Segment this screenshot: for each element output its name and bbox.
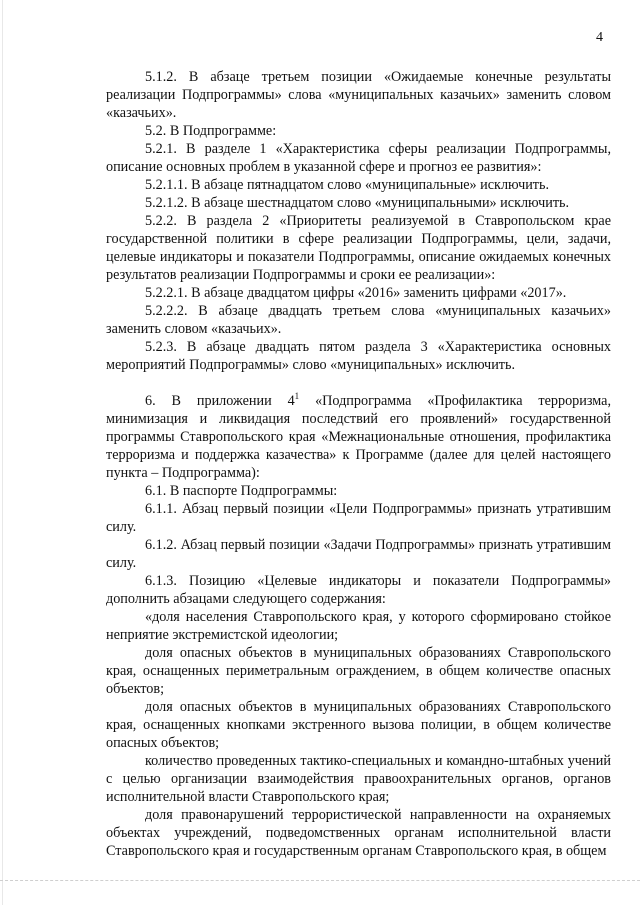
- indicator-paragraph-3: доля опасных объектов в муниципальных образованиях Ставропольского края, оснащенных кнопками экстренного вызова полиции, в общем количестве опасных объектов;: [106, 699, 611, 751]
- paragraph-6-lead: 6. В приложении 4: [145, 393, 295, 409]
- paragraph-5-2-1-2: 5.2.1.2. В абзаце шестнадцатом слово «муниципальными» исключить.: [145, 195, 570, 211]
- paragraph-5-2-3: 5.2.3. В абзаце двадцать пятом раздела 3 «Характеристика основных мероприятий Подпрограммы» слово «муниципальных» исключить.: [106, 339, 611, 373]
- paragraph-5-1-2: 5.1.2. В абзаце третьем позиции «Ожидаемые конечные результаты реализации Подпрограммы» слова «муниципальных казачьих» заменить словом «казачьих».: [106, 69, 611, 121]
- paragraph-6-1-3: 6.1.3. Позицию «Целевые индикаторы и показатели Подпрограммы» дополнить абзацами следующего содержания:: [106, 573, 611, 607]
- paragraph-5-2-2-1: 5.2.2.1. В абзаце двадцатом цифры «2016» заменить цифрами «2017».: [145, 285, 567, 301]
- page-edge-line: [2, 0, 3, 905]
- bottom-divider: [0, 880, 640, 881]
- indicator-paragraph-4: количество проведенных тактико-специальных и командно-штабных учений с целью организации взаимодействия правоохранительных органов, органов исполнительной власти Ставропольского края;: [106, 753, 611, 805]
- paragraph-6-text: «Подпрограмма «Профилактика терроризма, минимизация и ликвидация последствий его проявлений» государственной программы Ставропольского края «Межнациональные отношения, профилактика терроризма и поддержка казачества» к Программе (далее для целей настоящего пункта – Подпрограмма):: [106, 393, 611, 481]
- indicator-paragraph-2: доля опасных объектов в муниципальных образованиях Ставропольского края, оснащенных периметральным ограждением, в общем количестве опасных объектов;: [106, 645, 611, 697]
- indicator-paragraph-5: доля правонарушений террористической направленности на охраняемых объектах учреждений, подведомственных органам исполнительной власти Ставропольского края и государственным органам Ставропольского края, в общем: [106, 807, 611, 859]
- page-number: 4: [596, 30, 603, 45]
- indicator-paragraph-1: «доля населения Ставропольского края, у которого сформировано стойкое неприятие экстремистской идеологии;: [106, 609, 611, 643]
- paragraph-5-2-1: 5.2.1. В разделе 1 «Характеристика сферы реализации Подпрограммы, описание основных проблем в указанной сфере и прогноз ее развития»:: [106, 141, 611, 175]
- paragraph-5-2-2: 5.2.2. В раздела 2 «Приоритеты реализуемой в Ставропольском крае государственной политики в сфере реализации Подпрограммы, цели, задачи, целевые индикаторы и показатели Подпрограммы, описание ожидаемых конечных результатов реализации Подпрограммы и сроки ее реализации»:: [106, 213, 611, 283]
- paragraph-6: [106, 392, 611, 482]
- paragraph-5-2-2-2: 5.2.2.2. В абзаце двадцать третьем слова «муниципальных казачьих» заменить словом «казачьих».: [106, 303, 611, 337]
- paragraph-6-1-2: 6.1.2. Абзац первый позиции «Задачи Подпрограммы» признать утратившим силу.: [106, 537, 611, 571]
- paragraph-6-1: 6.1. В паспорте Подпрограммы:: [145, 483, 338, 499]
- document-body: [106, 68, 611, 860]
- paragraph-6-superscript: 1: [294, 391, 300, 401]
- paragraph-5-2: 5.2. В Подпрограмме:: [145, 123, 277, 139]
- paragraph-6-1-1: 6.1.1. Абзац первый позиции «Цели Подпрограммы» признать утратившим силу.: [106, 501, 611, 535]
- paragraph-5-2-1-1: 5.2.1.1. В абзаце пятнадцатом слово «муниципальные» исключить.: [145, 177, 550, 193]
